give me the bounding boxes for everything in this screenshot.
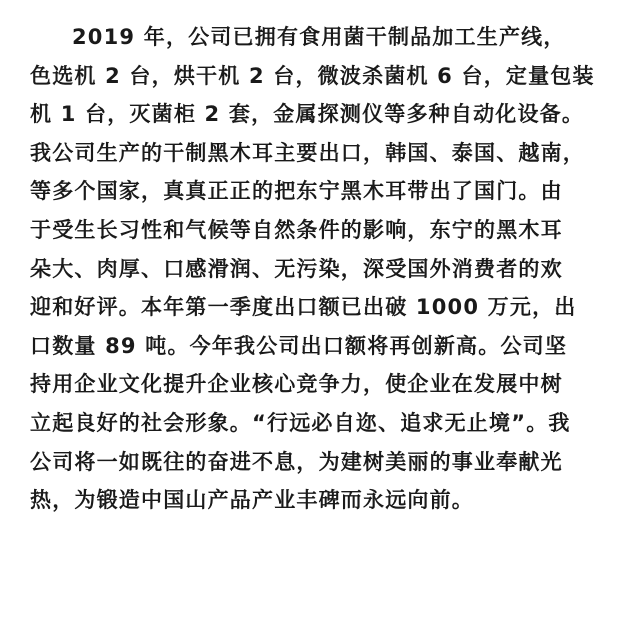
paragraph-line: 口数量 89 吨。今年我公司出口额将再创新高。公司坚 (30, 333, 568, 358)
paragraph-line: 等多个国家，真真正正的把东宁黑木耳带出了国门。由 (30, 179, 563, 204)
body-paragraph (30, 18, 605, 520)
paragraph-line: 朵大、肉厚、口感滑润、无污染，深受国外消费者的欢 (30, 256, 563, 281)
paragraph-line: 色选机 2 台，烘干机 2 台，微波杀菌机 6 台，定量包装 (30, 63, 595, 88)
paragraph-line: 2019 年，公司已拥有食用菌干制品加工生产线， (72, 25, 566, 49)
paragraph-line: 我公司生产的干制黑木耳主要出口，韩国、泰国、越南， (30, 140, 585, 165)
paragraph-line: 于受生长习性和气候等自然条件的影响，东宁的黑木耳 (30, 217, 563, 242)
paragraph-line: 迎和好评。本年第一季度出口额已出破 1000 万元，出 (30, 295, 577, 320)
paragraph-line: 公司将一如既往的奋进不息，为建树美丽的事业奉献光 (30, 449, 563, 474)
paragraph-line: 机 1 台，灭菌柜 2 套，金属探测仪等多种自动化设备。 (30, 102, 585, 127)
paragraph-line: 立起良好的社会形象。“行远必自迩、追求无止境”。我 (30, 410, 571, 435)
paragraph-line: 热，为锻造中国山产品产业丰碑而永远向前。 (30, 488, 474, 513)
paragraph-line: 持用企业文化提升企业核心竞争力，使企业在发展中树 (30, 372, 563, 397)
